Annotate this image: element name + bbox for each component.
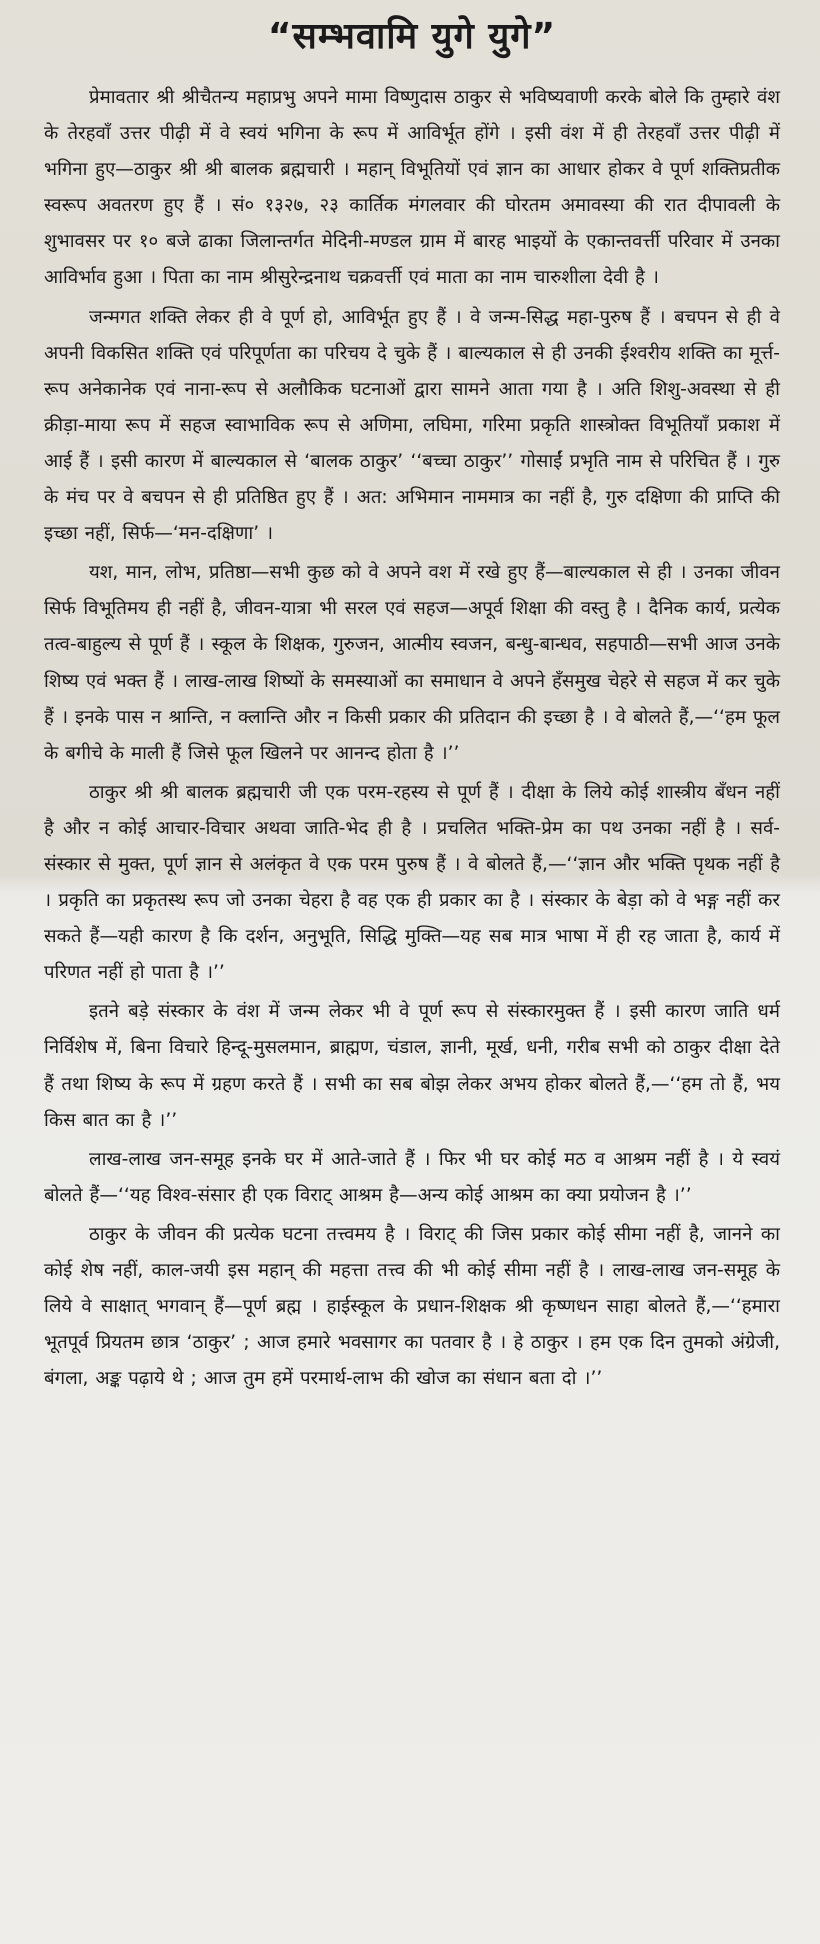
paragraph: प्रेमावतार श्री श्रीचैतन्य महाप्रभु अपने मामा विष्णुदास ठाकुर से भविष्यवाणी करके बोले कि तुम्हारे वंश के तेरहवाँ उत्तर पीढ़ी में वे स्वयं भगिना के रूप में आविर्भूत होंगे । इसी वंश में ही तेरहवाँ उत्तर पीढ़ी में भगिना हुए—ठाकुर श्री श्री बालक ब्रह्मचारी । महान् विभूतियों एवं ज्ञान का आधार होकर वे पूर्ण शक्तिप्रतीक स्वरूप अवतरण हुए हैं । सं० १३२७, २३ कार्तिक मंगलवार की घोरतम अमावस्या की रात दीपावली के शुभावसर पर १० बजे ढाका जिलान्तर्गत मेदिनी-मण्डल ग्राम में बारह भाइयों के एकान्तवर्त्ती परिवार में उनका आविर्भाव हुआ । पिता का नाम श्रीसुरेन्द्रनाथ चक्रवर्त्ती एवं माता का नाम चारुशीला देवी है । (44, 87, 780, 289)
page-title: “सम्भवामि युगे युगे” (267, 16, 557, 57)
paragraph: लाख-लाख जन-समूह इनके घर में आते-जाते हैं । फिर भी घर कोई मठ व आश्रम नहीं है । ये स्वयं बोलते हैं—‘‘यह विश्व-संसार ही एक विराट् आश्रम है—अन्य कोई आश्रम का क्या प्रयोजन है ।’’ (44, 1148, 780, 1206)
paragraph: ठाकुर के जीवन की प्रत्येक घटना तत्त्वमय है । विराट् की जिस प्रकार कोई सीमा नहीं है, जानने का कोई शेष नहीं, काल-जयी इस महान् की महत्ता तत्त्व की भी कोई सीमा नहीं है । लाख-लाख जन-समूह के लिये वे साक्षात् भगवान् हैं—पूर्ण ब्रह्म । हाईस्कूल के प्रधान-शिक्षक श्री कृष्णधन साहा बोलते हैं,—‘‘हमारा भूतपूर्व प्रियतम छात्र ‘ठाकुर’ ; आज हमारे भवसागर का पतवार है । हे ठाकुर । हम एक दिन तुमको अंग्रेजी, बंगला, अङ्क पढ़ाये थे ; आज तुम हमें परमार्थ-लाभ की खोज का संधान बता दो ।’’ (44, 1223, 780, 1390)
paragraph: ठाकुर श्री श्री बालक ब्रह्मचारी जी एक परम-रहस्य से पूर्ण हैं । दीक्षा के लिये कोई शास्त्रीय बँधन नहीं है और न कोई आचार-विचार अथवा जाति-भेद ही है । प्रचलित भक्ति-प्रेम का पथ उनका नहीं है । सर्व-संस्कार से मुक्त, पूर्ण ज्ञान से अलंकृत वे एक परम पुरुष हैं । वे बोलते हैं,—‘‘ज्ञान और भक्ति पृथक नहीं है । प्रकृति का प्रकृतस्थ रूप जो उनका चेहरा है वह एक ही प्रकार का है । संस्कार के बेड़ा को वे भङ्ग नहीं कर सकते हैं—यही कारण है कि दर्शन, अनुभूति, सिद्धि मुक्ति—यह सब मात्र भाषा में ही रह जाता है, कार्य में परिणत नहीं हो पाता है ।’’ (44, 781, 780, 984)
paragraph: यश, मान, लोभ, प्रतिष्ठा—सभी कुछ को वे अपने वश में रखे हुए हैं—बाल्यकाल से ही । उनका जीवन सिर्फ विभूतिमय ही नहीं है, जीवन-यात्रा भी सरल एवं सहज—अपूर्व शिक्षा की वस्तु है । दैनिक कार्य, प्रत्येक तत्व-बाहुल्य से पूर्ण हैं । स्कूल के शिक्षक, गुरुजन, आत्मीय स्वजन, बन्धु-बान्धव, सहपाठी—सभी आज उनके शिष्य एवं भक्त हैं । लाख-लाख शिष्यों के समस्याओं का समाधान वे अपने हँसमुख चेहरे से सहज में कर चुके हैं । इनके पास न श्रान्ति, न क्लान्ति और न किसी प्रकार की प्रतिदान की इच्छा है । वे बोलते हैं,—‘‘हम फूल के बगीचे के माली हैं जिसे फूल खिलने पर आनन्द होता है ।’’ (44, 562, 780, 764)
paragraph: इतने बड़े संस्कार के वंश में जन्म लेकर भी वे पूर्ण रूप से संस्कारमुक्त हैं । इसी कारण जाति धर्म निर्विशेष में, बिना विचारे हिन्दू-मुसलमान, ब्राह्मण, चंडाल, ज्ञानी, मूर्ख, धनी, गरीब सभी को ठाकुर दीक्षा देते हैं तथा शिष्य के रूप में ग्रहण करते हैं । सभी का सब बोझ लेकर अभय होकर बोलते हैं,—‘‘हम तो हैं, भय किस बात का है ।’’ (44, 1001, 780, 1131)
paragraph: जन्मगत शक्ति लेकर ही वे पूर्ण हो, आविर्भूत हुए हैं । वे जन्म-सिद्ध महा-पुरुष हैं । बचपन से ही वे अपनी विकसित शक्ति एवं परिपूर्णता का परिचय दे चुके हैं । बाल्यकाल से ही उनकी ईश्वरीय शक्ति का मूर्त्त-रूप अनेकानेक एवं नाना-रूप से अलौकिक घटनाओं द्वारा सामने आता गया है । अति शिशु-अवस्था से ही क्रीड़ा-माया रूप में सहज स्वाभाविक रूप से अणिमा, लघिमा, गरिमा प्रकृति शास्त्रोक्त विभूतियाँ प्रकाश में आई हैं । इसी कारण में बाल्यकाल से ‘बालक ठाकुर’ ‘‘बच्चा ठाकुर’’ गोसाईं प्रभृति नाम से परिचित हैं । गुरु के मंच पर वे बचपन से ही प्रतिष्ठित हुए हैं । अत: अभिमान नाममात्र का नहीं है, गुरु दक्षिणा की प्राप्ति की इच्छा नहीं, सिर्फ—‘मन-दक्षिणा’ । (44, 306, 780, 545)
